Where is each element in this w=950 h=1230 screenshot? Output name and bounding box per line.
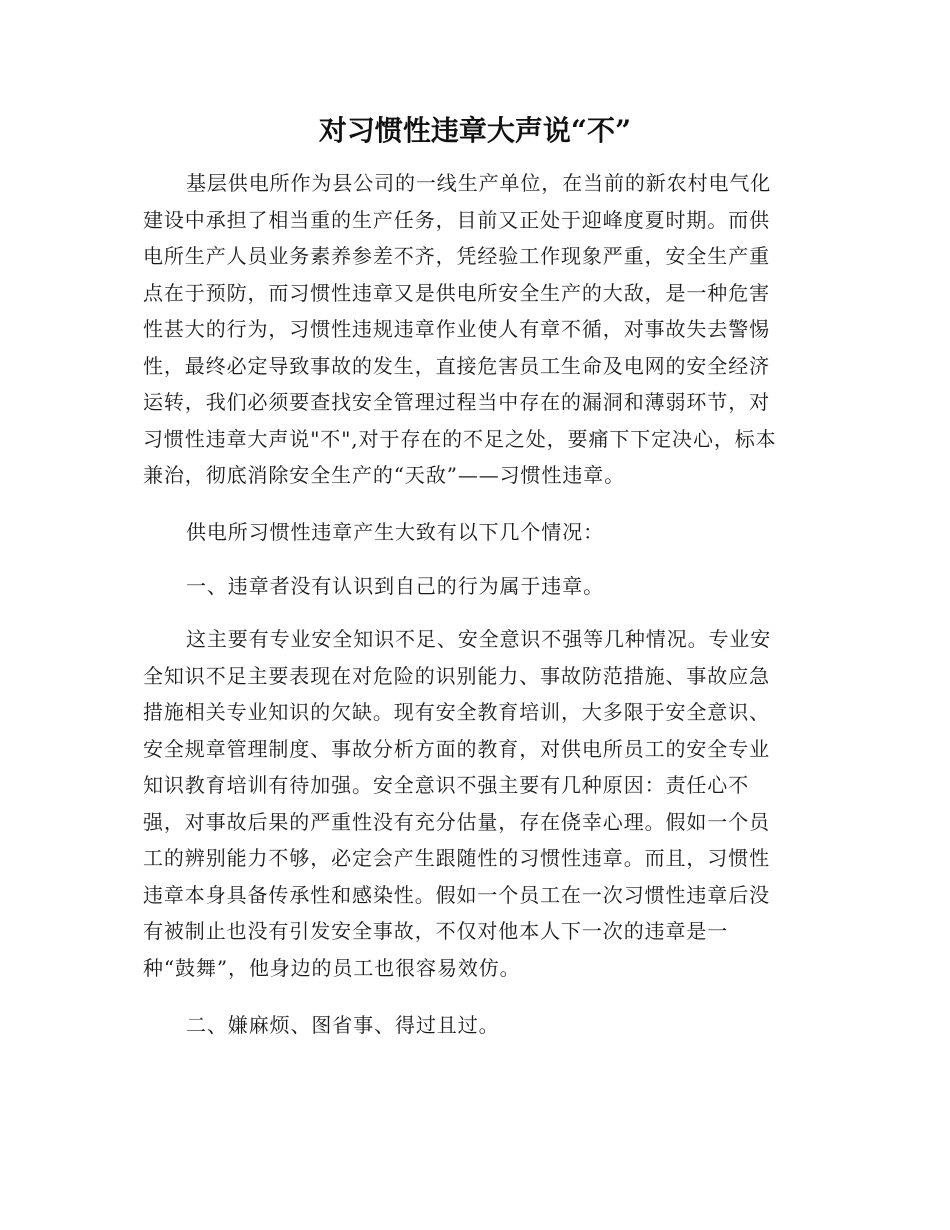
paragraph-line: 电所生产人员业务素养参差不齐，凭经验工作现象严重，安全生产重 bbox=[143, 244, 770, 268]
section-heading-text: 二、嫌麻烦、图省事、得过且过。 bbox=[186, 1013, 500, 1037]
paragraph-line: 措施相关专业知识的欠缺。现有安全教育培训，大多限于安全意识、 bbox=[143, 700, 770, 724]
paragraph-line: 违章本身具备传承性和感染性。假如一个员工在一次习惯性违章后没 bbox=[143, 882, 770, 907]
paragraph-line: 全知识不足主要表现在对危险的识别能力、事故防范措施、事故应急 bbox=[143, 663, 770, 688]
paragraph-line: 点在于预防，而习惯性违章又是供电所安全生产的大敌，是一种危害 bbox=[143, 280, 770, 305]
paragraph-line: 性甚大的行为，习惯性违规违章作业使人有章不循，对事故失去警惕 bbox=[143, 317, 770, 341]
section-heading-text: 一、违章者没有认识到自己的行为属于违章。 bbox=[186, 574, 604, 598]
document-title: 对习惯性违章大声说“不” bbox=[318, 114, 632, 147]
paragraph-line: 种“鼓舞”，他身边的员工也很容易效仿。 bbox=[143, 955, 521, 980]
section-heading-2 bbox=[143, 1007, 808, 1044]
paragraph-line: 工的辨别能力不够，必定会产生跟随性的习惯性违章。而且，习惯性 bbox=[143, 846, 770, 870]
paragraph-line: 供电所习惯性违章产生大致有以下几个情况： bbox=[186, 520, 604, 544]
section-heading-1 bbox=[143, 568, 808, 605]
paragraph-line: 建设中承担了相当重的生产任务，目前又正处于迎峰度夏时期。而供 bbox=[143, 207, 770, 232]
paragraph-line: 习惯性违章大声说"不",对于存在的不足之处，要痛下下定决心，标本 bbox=[143, 426, 777, 451]
paragraph-line: 安全规章管理制度、事故分析方面的教育，对供电所员工的安全专业 bbox=[143, 736, 770, 761]
paragraph-line: 运转，我们必须要查找安全管理过程当中存在的漏洞和薄弱环节，对 bbox=[143, 390, 770, 414]
paragraph-line: 知识教育培训有待加强。安全意识不强主要有几种原因：责任心不 bbox=[143, 773, 750, 797]
paragraph-line: 兼治，彻底消除安全生产的“天敌”——习惯性违章。 bbox=[143, 463, 626, 487]
paragraph-line: 强，对事故后果的严重性没有充分估量，存在侥幸心理。假如一个员 bbox=[143, 809, 770, 834]
paragraph-explanation bbox=[143, 621, 808, 986]
paragraph-intro bbox=[143, 165, 808, 494]
paragraph-line: 性，最终必定导致事故的发生，直接危害员工生命及电网的安全经济 bbox=[143, 353, 770, 378]
paragraph-line: 有被制止也没有引发安全事故，不仅对他本人下一次的违章是一 bbox=[143, 919, 729, 943]
paragraph-situations bbox=[143, 514, 808, 551]
paragraph-line: 基层供电所作为县公司的一线生产单位，在当前的新农村电气化 bbox=[186, 171, 772, 195]
paragraph-line: 这主要有专业安全知识不足、安全意识不强等几种情况。专业安 bbox=[186, 627, 772, 651]
